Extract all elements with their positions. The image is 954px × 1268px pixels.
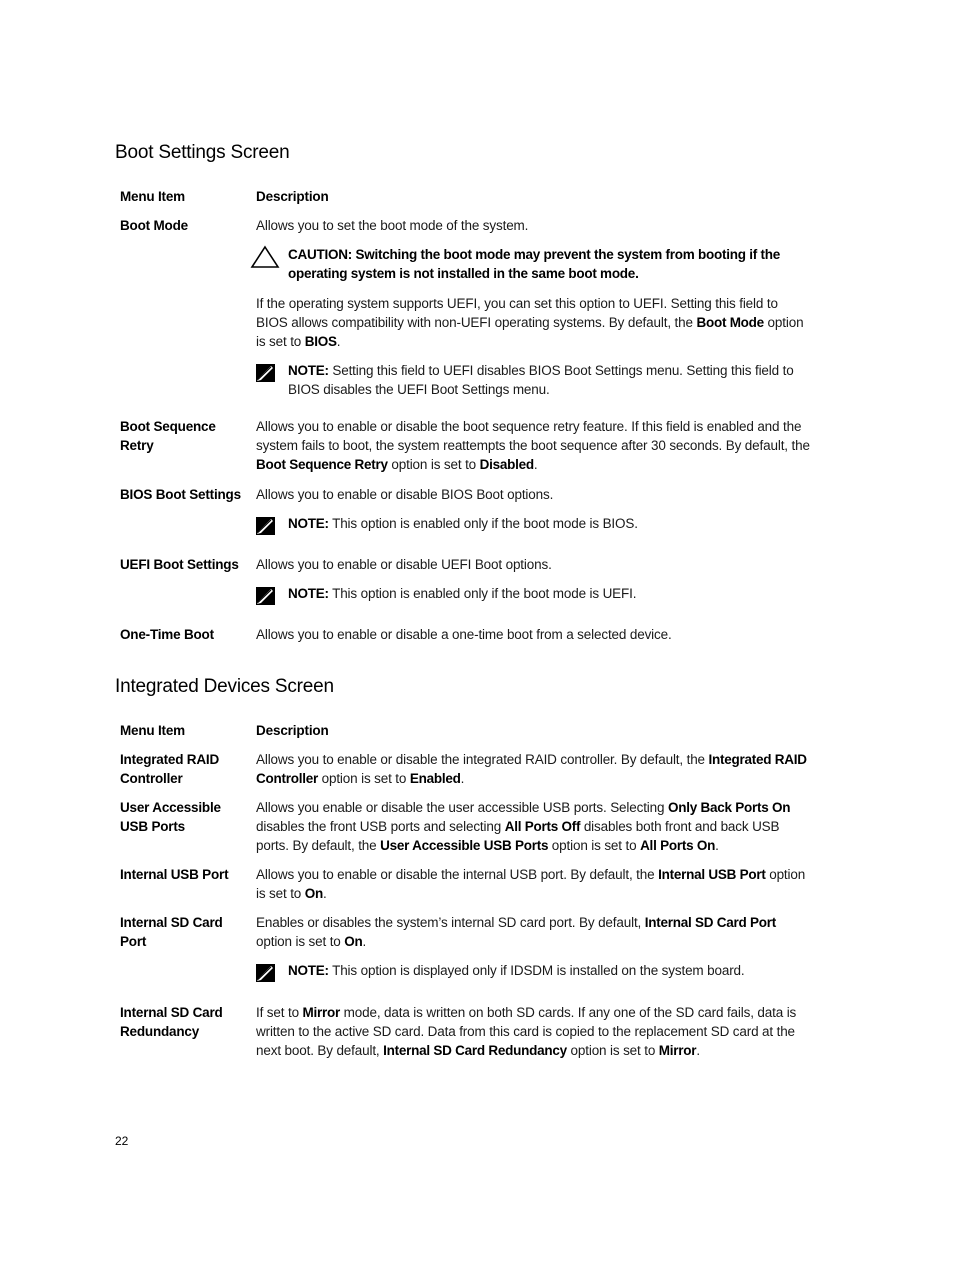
description-text: Allows you enable or disable the user accessible USB ports. Selecting Only Back Ports On disables the front USB ports and selecting All Ports Off disables both front and back USB ports. By default, the User Accessible USB Ports option is set to All Ports On. xyxy=(256,800,791,854)
note-label: NOTE: xyxy=(288,516,329,532)
caution-notice xyxy=(256,245,810,283)
description-text: Allows you to enable or disable the internal USB port. By default, the Internal USB Port option is set to On. xyxy=(256,867,806,902)
table-header xyxy=(120,721,810,750)
note-text: Setting this field to UEFI disables BIOS Boot Settings menu. Setting this field to BIOS disables the UEFI Boot Settings menu. xyxy=(288,363,794,398)
note-notice xyxy=(256,584,810,603)
menu-item-label: One-Time Boot xyxy=(120,627,214,642)
menu-item-label: Internal USB Port xyxy=(120,867,229,882)
menu-item-label: UEFI Boot Settings xyxy=(120,557,239,572)
menu-item-label: Internal SD Card Port xyxy=(120,915,223,949)
header-description: Description xyxy=(256,189,329,204)
description-text: Allows you to enable or disable the integrated RAID controller. By default, the Integrated RAID Controller option is set to Enabled. xyxy=(256,752,807,787)
note-text: This option is displayed only if IDSDM is installed on the system board. xyxy=(328,963,745,979)
note-notice xyxy=(256,514,810,533)
note-text: This option is enabled only if the boot mode is UEFI. xyxy=(328,586,637,602)
description-text: Allows you to enable or disable the boot sequence retry feature. If this field is enabled and the system fails to boot, the system reattempts the boot sequence after 30 seconds. By default, the Boot Sequence Retry option is set to Disabled. xyxy=(256,419,810,473)
note-notice xyxy=(256,361,810,399)
table-row-uefi-boot-settings xyxy=(120,555,810,625)
table-row-internal-sd-card xyxy=(120,913,810,1003)
description-text: If set to Mirror mode, data is written on both SD cards. If any one of the SD card fails, data is written to the active SD card. Data from this card is copied to the replacement SD card at the next boot. By default, Internal SD Card Redundancy option is set to Mirror. xyxy=(256,1005,797,1059)
note-label: NOTE: xyxy=(288,963,329,979)
table-row-internal-usb xyxy=(120,865,810,913)
note-pencil-icon xyxy=(250,584,280,608)
table-row-integrated-raid xyxy=(120,750,810,798)
note-pencil-icon xyxy=(250,514,280,538)
note-label: NOTE: xyxy=(288,363,329,379)
table-row-one-time-boot xyxy=(120,625,810,649)
boot-settings-title: Boot Settings Screen xyxy=(115,142,290,163)
menu-item-label: Boot Mode xyxy=(120,218,188,233)
description-text: Allows you to enable or disable a one-time boot from a selected device. xyxy=(256,627,672,642)
table-row-user-accessible-usb xyxy=(120,798,810,865)
note-label: NOTE: xyxy=(288,586,329,602)
header-description: Description xyxy=(256,723,329,738)
table-row-boot-sequence-retry xyxy=(120,417,810,485)
header-menu-item: Menu Item xyxy=(120,723,185,738)
menu-item-label: Internal SD Card Redundancy xyxy=(120,1005,223,1039)
description-text: Allows you to enable or disable UEFI Boot options. xyxy=(256,557,552,572)
integrated-devices-title: Integrated Devices Screen xyxy=(115,676,334,697)
note-pencil-icon xyxy=(250,961,280,985)
table-row-internal-sd-redundancy xyxy=(120,1003,810,1073)
note-notice xyxy=(256,961,810,980)
note-text: This option is enabled only if the boot mode is BIOS. xyxy=(328,516,638,532)
caution-icon xyxy=(250,245,280,269)
table-row-boot-mode xyxy=(120,216,810,417)
description-text: Enables or disables the system’s internal SD card port. By default, Internal SD Card Port option is set to On. xyxy=(256,915,777,950)
header-menu-item: Menu Item xyxy=(120,189,185,204)
note-pencil-icon xyxy=(250,361,280,385)
menu-item-label: User Accessible USB Ports xyxy=(120,800,221,834)
description-text: Allows you to set the boot mode of the system. xyxy=(256,218,529,233)
menu-item-label: Integrated RAID Controller xyxy=(120,752,220,786)
menu-item-label: Boot Sequence Retry xyxy=(120,419,216,453)
description-text: Allows you to enable or disable BIOS Boot options. xyxy=(256,487,554,502)
description-text: If the operating system supports UEFI, you can set this option to UEFI. Setting this field to BIOS allows compatibility with non-UEFI operating systems. By default, the Boot Mode option is set to BIOS. xyxy=(256,295,804,350)
table-header xyxy=(120,187,810,216)
integrated-devices-table xyxy=(120,721,810,1073)
page-number: 22 xyxy=(115,1134,129,1148)
table-row-bios-boot-settings xyxy=(120,485,810,555)
boot-settings-table xyxy=(120,187,810,649)
menu-item-label: BIOS Boot Settings xyxy=(120,487,241,502)
caution-text: CAUTION: Switching the boot mode may prevent the system from booting if the operating system is not installed in the same boot mode. xyxy=(288,247,781,282)
